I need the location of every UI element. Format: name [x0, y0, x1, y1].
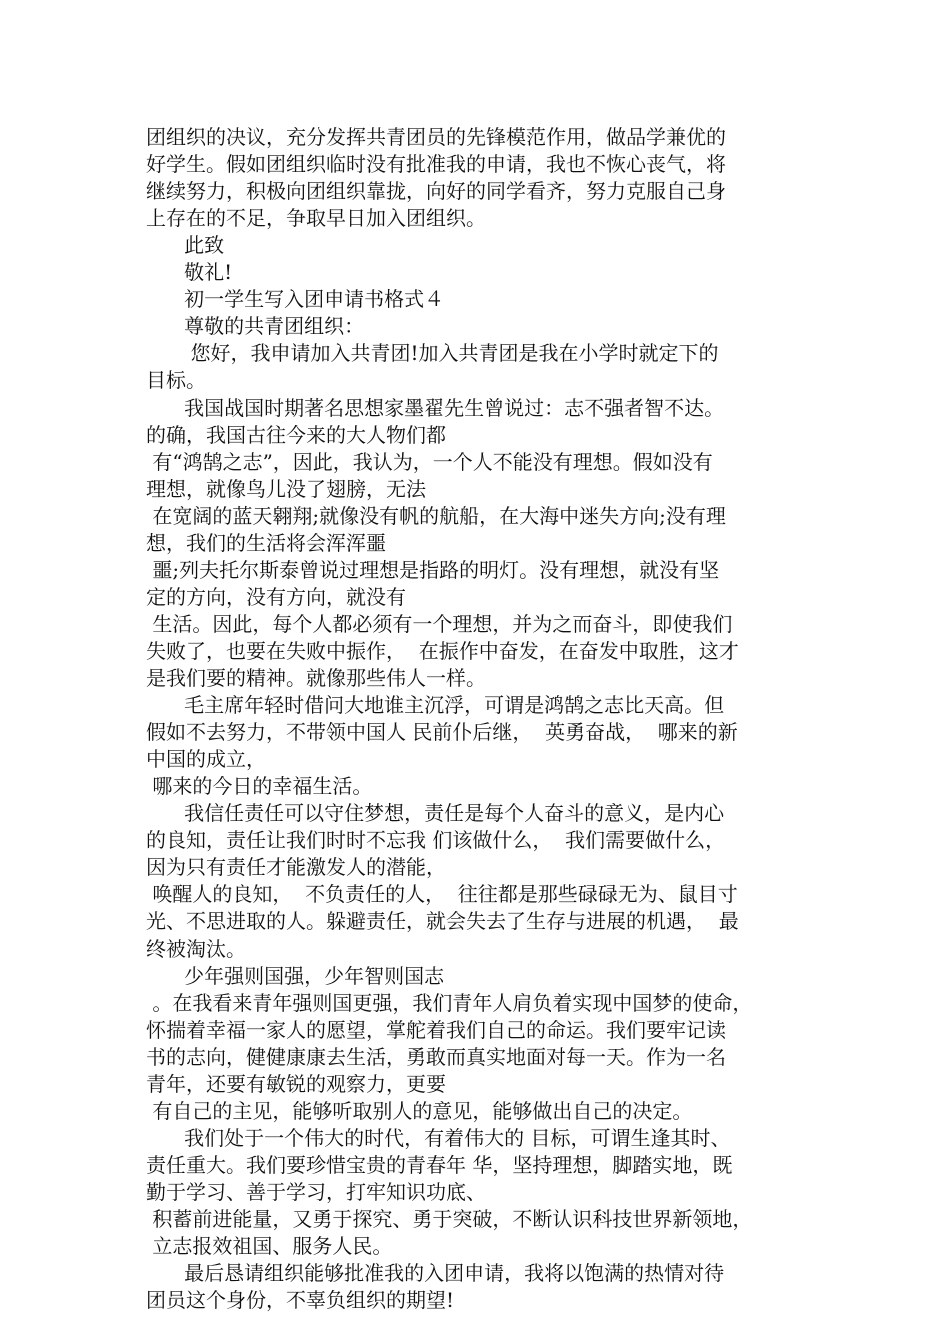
text-line: 您好，我申请加入共青团!加入共青团是我在小学时就定下的 — [146, 341, 719, 365]
text-line: 责任重大。我们要珍惜宝贵的青春年 华，坚持理想，脚踏实地，既 — [146, 1153, 733, 1177]
text-line: 的确，我国古往今来的大人物们都 — [146, 423, 446, 447]
text-line: 目标。 — [146, 368, 206, 392]
text-line: 中国的成立， — [146, 747, 266, 771]
text-line: 继续努力，积极向团组织靠拢，向好的同学看齐，努力克服自己身 — [146, 179, 726, 203]
text-line: 团组织的决议，充分发挥共青团员的先锋模范作用，做品学兼优的 — [146, 125, 726, 149]
text-line: 定的方向，没有方向，就没有 — [146, 585, 406, 609]
text-line: 团员这个身份，不辜负组织的期望! — [146, 1288, 455, 1312]
text-line: 怀揣着幸福一家人的愿望，掌舵着我们自己的命运。我们要牢记读 — [146, 1018, 726, 1042]
text-line: 我信任责任可以守住梦想，责任是每个人奋斗的意义，是内心 — [146, 801, 725, 825]
text-line: 。在我看来青年强则国更强，我们青年人肩负着实现中国梦的使命， — [146, 991, 753, 1015]
text-line: 上存在的不足，争取早日加入团组织。 — [146, 206, 486, 230]
text-line: 立志报效祖国、服务人民。 — [146, 1234, 393, 1258]
text-line: 积蓄前进能量，又勇于探究、勇于突破，不断认识科技世界新领地， — [146, 1207, 753, 1231]
text-line: 唤醒人的良知， 不负责任的人， 往往都是那些碌碌无为、鼠目寸 — [146, 882, 738, 906]
text-line: 初一学生写入团申请书格式４ — [146, 287, 445, 311]
text-line: 有自己的主见，能够听取别人的意见，能够做出自己的决定。 — [146, 1099, 693, 1123]
text-line: 是我们要的精神。就像那些伟人一样。 — [146, 666, 486, 690]
text-line: 我们处于一个伟大的时代，有着伟大的 目标，可谓生逢其时、 — [146, 1126, 731, 1150]
text-line: 光、不思进取的人。躲避责任，就会失去了生存与进展的机遇， 最 — [146, 909, 739, 933]
text-line: 理想，就像鸟儿没了翅膀，无法 — [146, 477, 426, 501]
text-line: 此致 — [146, 233, 225, 257]
text-line: 少年强则国强，少年智则国志 — [146, 964, 445, 988]
text-line: 哪来的今日的幸福生活。 — [146, 774, 373, 798]
text-line: 因为只有责任才能激发人的潜能， — [146, 855, 446, 879]
text-line: 终被淘汰。 — [146, 937, 246, 961]
text-line: 勤于学习、善于学习，打牢知识功底、 — [146, 1180, 486, 1204]
text-line: 我国战国时期著名思想家墨翟先生曾说过：志不强者智不达。 — [146, 396, 725, 420]
text-line: 失败了，也要在失败中振作， 在振作中奋发，在奋发中取胜，这才 — [146, 639, 739, 663]
text-line: 噩;列夫托尔斯泰曾说过理想是指路的明灯。没有理想，就没有坚 — [146, 558, 720, 582]
text-line: 想，我们的生活将会浑浑噩 — [146, 531, 386, 555]
text-line: 毛主席年轻时借问大地谁主沉浮，可谓是鸿鹄之志比天高。但 — [146, 693, 725, 717]
text-line: 有“鸿鹄之志”，因此，我认为，一个人不能没有理想。假如没有 — [146, 450, 713, 474]
text-line: 生活。因此，每个人都必须有一个理想，并为之而奋斗，即使我们 — [146, 612, 733, 636]
text-line: 敬礼! — [146, 260, 233, 284]
text-line: 最后恳请组织能够批准我的入团申请，我将以饱满的热情对待 — [146, 1261, 725, 1285]
text-line: 好学生。假如团组织临时没有批准我的申请，我也不恢心丧气，将 — [146, 152, 726, 176]
text-line: 青年，还要有敏锐的观察力，更要 — [146, 1072, 446, 1096]
text-line: 假如不去努力，不带领中国人 民前仆后继， 英勇奋战， 哪来的新 — [146, 720, 738, 744]
text-line: 在宽阔的蓝天翱翔;就像没有帆的航船，在大海中迷失方向;没有理 — [146, 504, 726, 528]
text-line: 的良知，责任让我们时时不忘我 们该做什么， 我们需要做什么， — [146, 828, 726, 852]
text-line: 尊敬的共青团组织： — [146, 314, 365, 338]
text-line: 书的志向，健健康康去生活，勇敢而真实地面对每一天。作为一名 — [146, 1045, 726, 1069]
